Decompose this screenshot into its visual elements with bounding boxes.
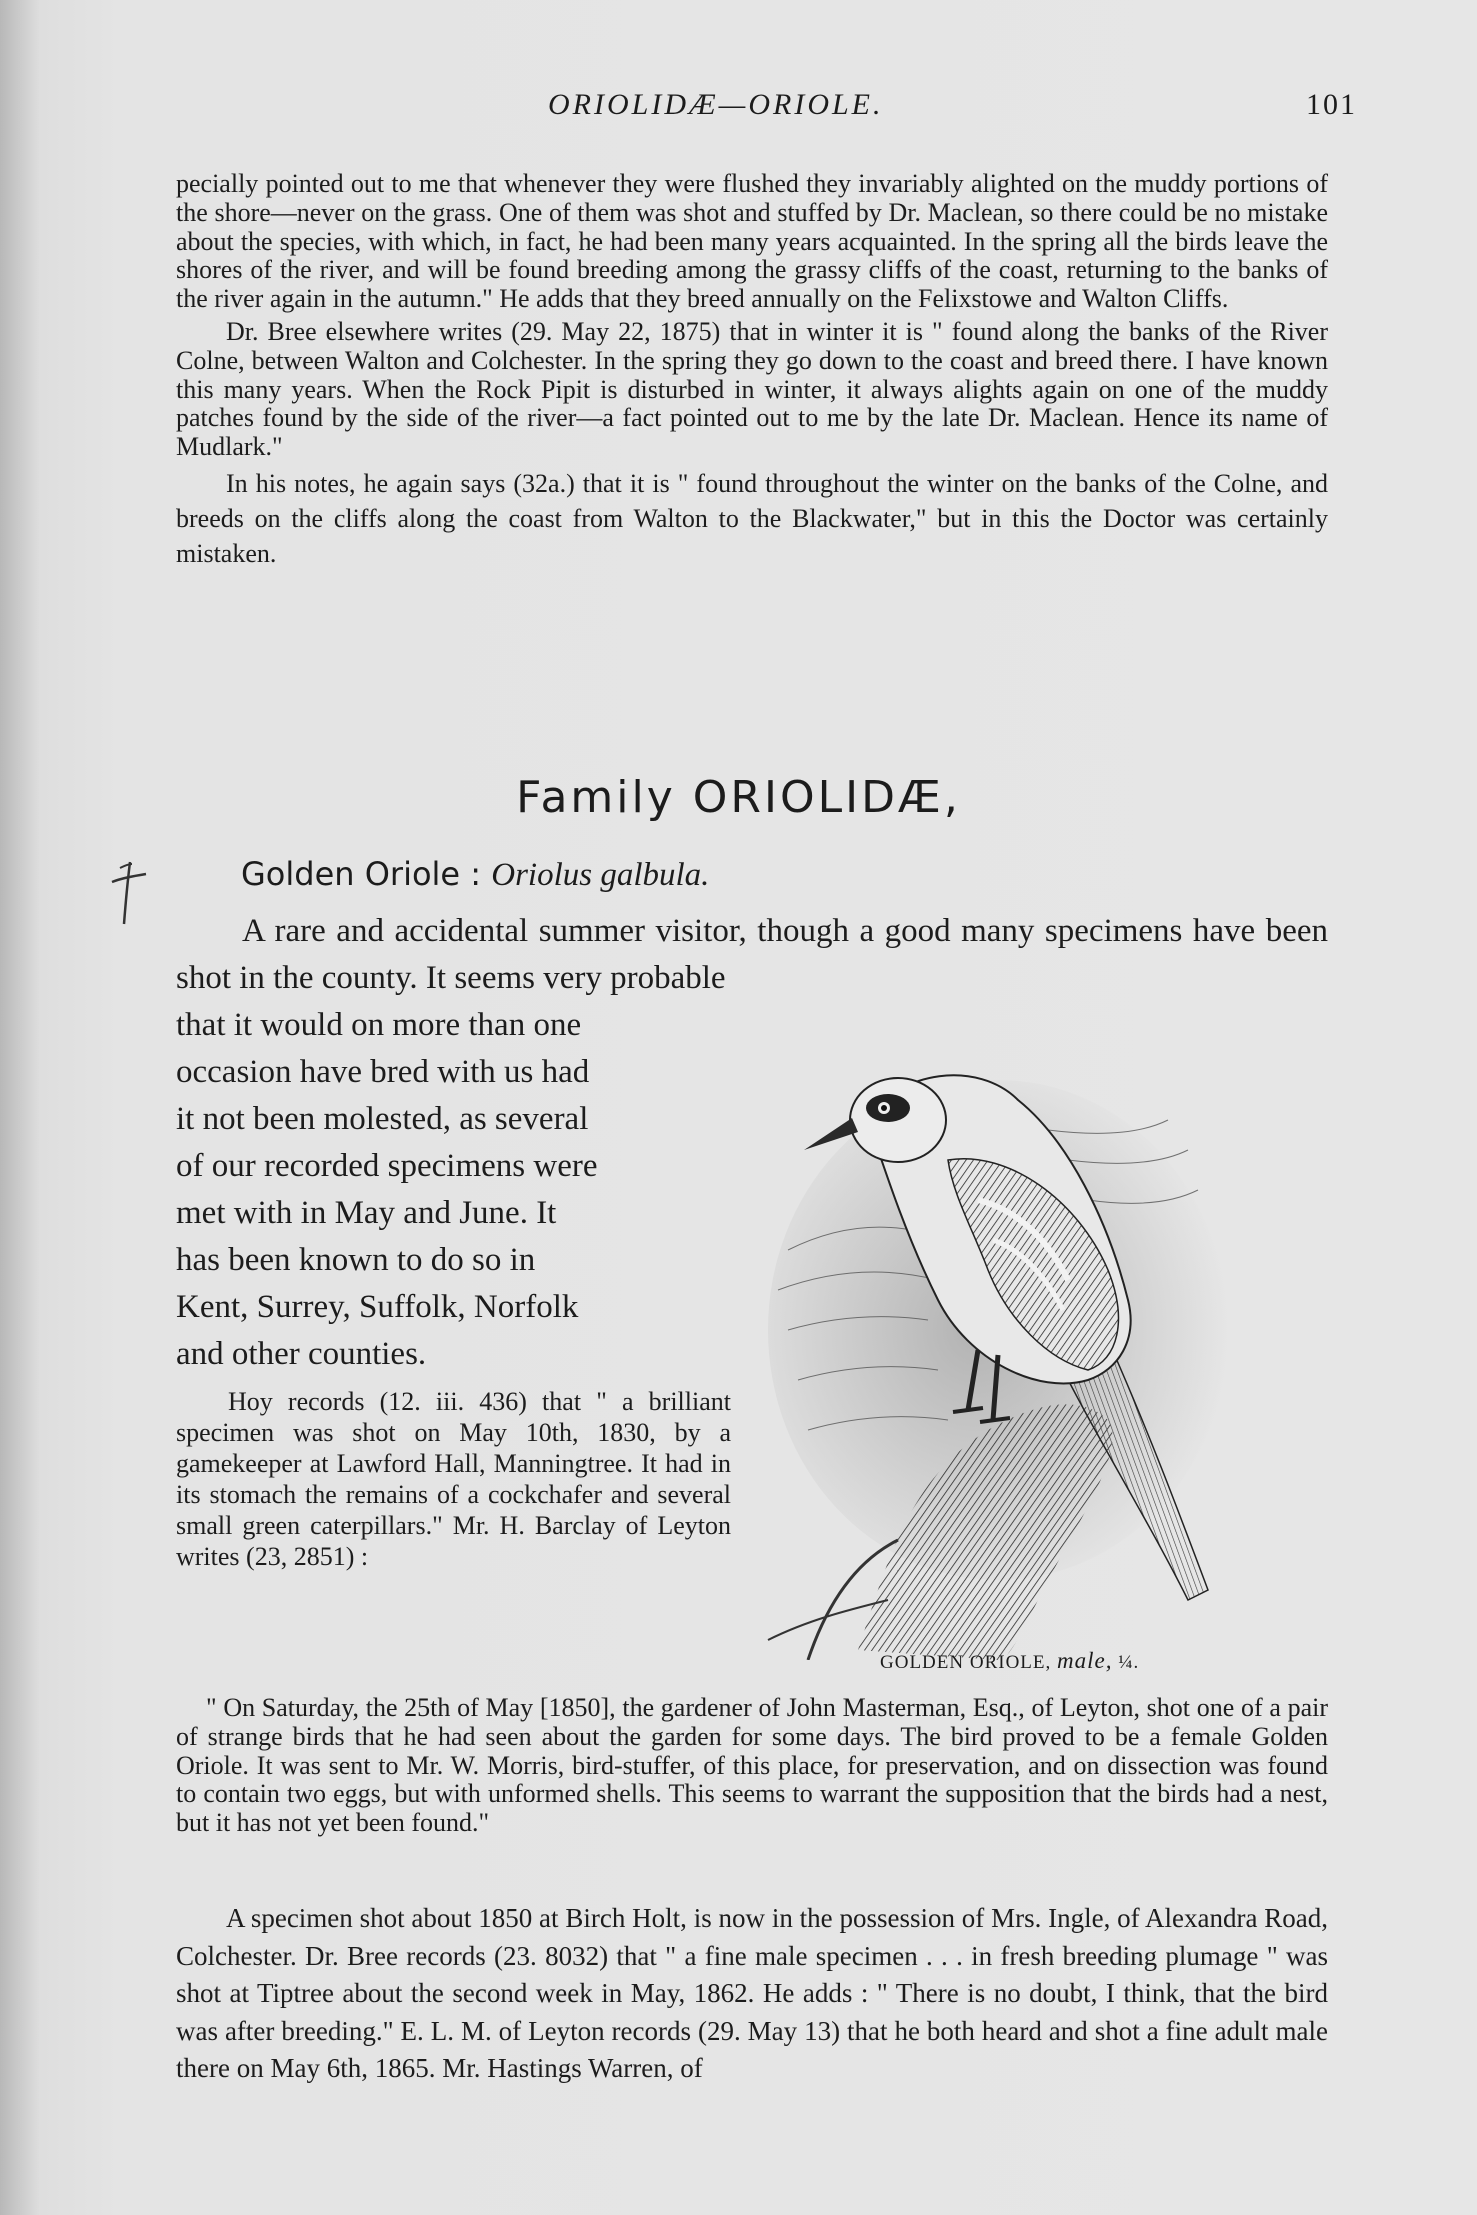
caption-sex: male, xyxy=(1057,1648,1113,1673)
handwritten-cross-mark xyxy=(108,858,148,928)
lead-line: and other counties. xyxy=(176,1336,427,1372)
family-heading xyxy=(0,772,1477,823)
lead-line: of our recorded specimens were xyxy=(176,1148,598,1184)
species-common-name: Golden Oriole : xyxy=(241,855,482,893)
intro-paragraph-1: pecially pointed out to me that whenever they were flushed they invariably alighted on the muddy portions of the shore—never on the grass. One of them was shot and stuffed by Dr. Maclean, so there could be no mistake about the species, with which, in fact, he had been many years acquainted. In the spring all the birds leave the shores of the river, and will be found breeding among the grassy cliffs of the coast, returning to the banks of the river again in the autumn." He adds that they breed annually on the Felixstowe and Walton Cliffs. xyxy=(176,169,1328,314)
quote-paragraph: " On Saturday, the 25th of May [1850], the gardener of John Masterman, Esq., of Leyton, shot one of a pair of strange birds that he had seen about the garden for some days. The bird proved to be a female Golden Oriole. It was sent to Mr. W. Morris, bird-stuffer, of this place, for preservation, and on dissection was found to contain two eggs, but with unformed shells. This seems to warrant the supposition that the birds had a nest, but it has not yet been found." xyxy=(176,1693,1328,1838)
page-header xyxy=(0,88,1477,128)
family-prefix: Family xyxy=(516,772,676,823)
lead-line: Kent, Surrey, Suffolk, Norfolk xyxy=(176,1289,579,1325)
running-head: ORIOLIDÆ—ORIOLE. xyxy=(548,88,884,121)
caption-title: GOLDEN ORIOLE, xyxy=(880,1652,1052,1673)
lead-full-width: A rare and accidental summer visitor, though a good many specimens have been shot in the county. It seems very probable xyxy=(176,913,1328,996)
illustration-caption xyxy=(880,1648,1139,1674)
golden-oriole-illustration xyxy=(748,1000,1328,1660)
lead-line: that it would on more than one xyxy=(176,1007,582,1043)
species-scientific-name: Oriolus galbula. xyxy=(491,857,710,893)
caption-scale: ¼. xyxy=(1118,1652,1140,1673)
lead-line: has been known to do so in xyxy=(176,1242,536,1278)
family-name: ORIOLIDÆ, xyxy=(692,772,961,823)
intro-paragraph-2: Dr. Bree elsewhere writes (29. May 22, 1875) that in winter it is " found along the banks of the River Colne, between Walton and Colchester. In the spring they go down to the coast and breed there. I have known this many years. When the Rock Pipit is disturbed in winter, it always alights again on one of the muddy patches found by the side of the river—a fact pointed out to me by the late Dr. Maclean. Hence its name of Mudlark." xyxy=(176,316,1328,462)
closing-paragraph: A specimen shot about 1850 at Birch Holt, is now in the possession of Mrs. Ingle, of Alexandra Road, Colchester. Dr. Bree records (23. 8032) that " a fine male specimen . . . in fresh breeding plumage " was shot at Tiptree about the second week in May, 1862. He adds : " There is no doubt, I think, that the bird was after breeding." E. L. M. of Leyton records (29. May 13) that he both heard and shot a fine adult male there on May 6th, 1865. Mr. Hastings Warren, of xyxy=(176,1903,1328,2083)
lead-line: it not been molested, as several xyxy=(176,1101,589,1137)
lead-narrow-column xyxy=(176,1002,736,1378)
species-heading xyxy=(241,855,709,894)
lead-line: occasion have bred with us had xyxy=(176,1054,590,1090)
page-number: 101 xyxy=(1306,88,1357,121)
side-paragraph: Hoy records (12. iii. 436) that " a brilliant specimen was shot on May 10th, 1830, by a gamekeeper at Lawford Hall, Manningtree. It had in its stomach the remains of a cockchafer and several small green caterpillars." Mr. H. Barclay of Leyton writes (23, 2851) : xyxy=(176,1387,731,1571)
intro-text xyxy=(176,170,1328,571)
lead-line: met with in May and June. It xyxy=(176,1195,557,1231)
intro-paragraph-3: In his notes, he again says (32a.) that it is " found throughout the winter on the banks of the Colne, and breeds on the cliffs along the coast from Walton to the Blackwater," but in this the Doctor was certainly mistaken. xyxy=(176,468,1328,568)
